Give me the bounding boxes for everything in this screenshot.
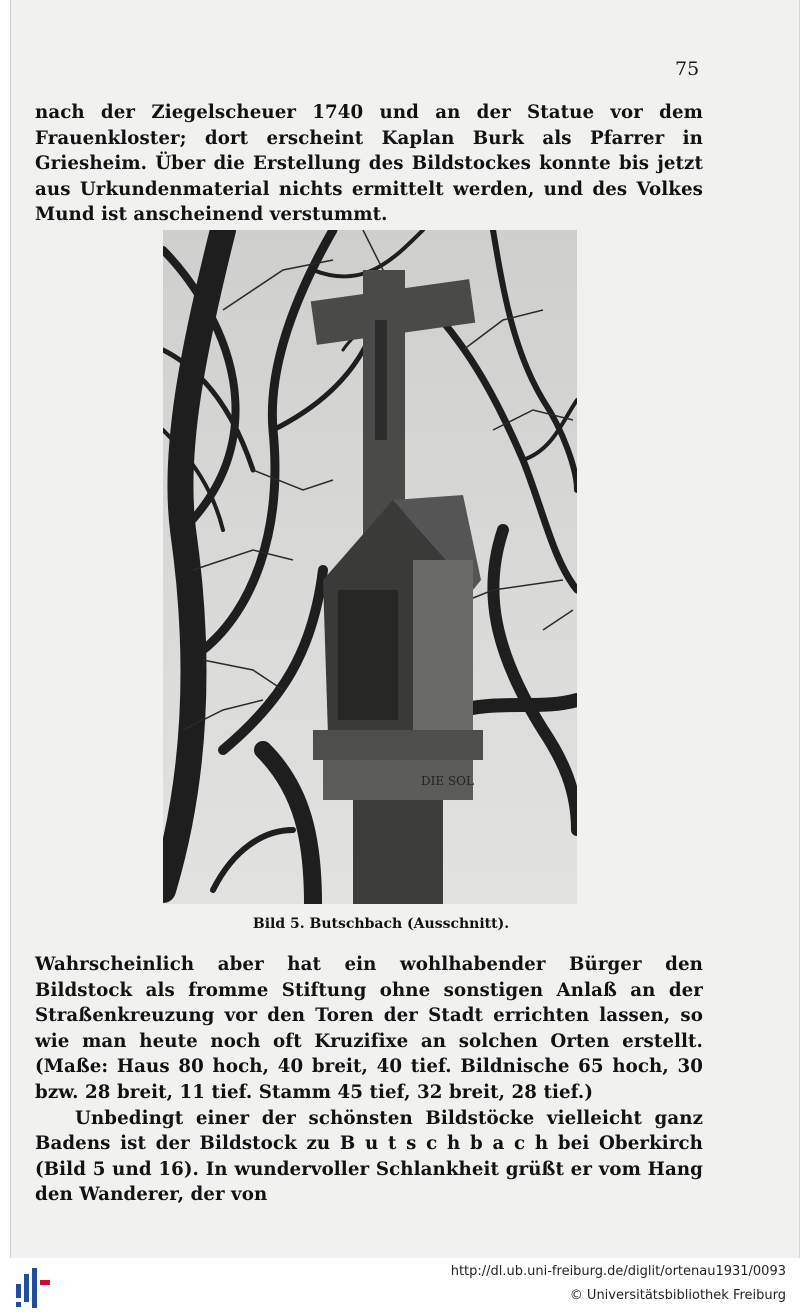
viewer-footer	[0, 1258, 800, 1316]
paragraph-bottom	[35, 952, 703, 1208]
paragraph-bottom-2	[35, 1106, 703, 1208]
figure-caption: Bild 5. Butschbach (Ausschnitt).	[252, 916, 510, 932]
paragraph-bottom-1: Wahrscheinlich aber hat ein wohlhabender Bürger den Bildstock als fromme Stiftung ohne sonstigen Anlaß an der Straßenkreuzung vor den Toren der Stadt errichten lassen, so wie man heute noch oft Kruzifixe an solchen Orten erstellt. (Maße: Haus 80 hoch, 40 breit, 40 tief. Bildnische 65 hoch, 30 bzw. 28 breit, 11 tief. Stamm 45 tief, 32 breit, 28 tief.)	[35, 954, 703, 1103]
scanned-page	[10, 0, 800, 1258]
footer-copyright: © Universitätsbibliothek Freiburg	[569, 1288, 786, 1303]
page-number: 75	[675, 58, 700, 80]
photo-illustration	[163, 230, 577, 904]
svg-text:DIE SOL: DIE SOL	[421, 774, 474, 788]
footer-url-link[interactable]: http://dl.ub.uni-freiburg.de/diglit/ortenau1931/0093	[450, 1264, 786, 1279]
paragraph-bottom-2-text: Unbedingt einer der schönsten Bildstöcke vielleicht ganz Badens ist der Bildstock zu B u t s c h b a c h bei Oberkirch (Bild 5 und 16). In wundervoller Schlankheit grüßt er vom Hang den Wanderer, der von	[35, 1107, 703, 1206]
photo-wayside-shrine	[163, 230, 577, 904]
ub-freiburg-logo-icon[interactable]	[14, 1266, 54, 1310]
paragraph-top: nach der Ziegelscheuer 1740 und an der Statue vor dem Frauenkloster; dort erscheint Kaplan Burk als Pfarrer in Griesheim. Über die Erstellung des Bildstockes konnte bis jetzt aus Urkundenmaterial nichts ermittelt werden, und des Volkes Mund ist anscheinend verstummt.	[35, 102, 703, 226]
